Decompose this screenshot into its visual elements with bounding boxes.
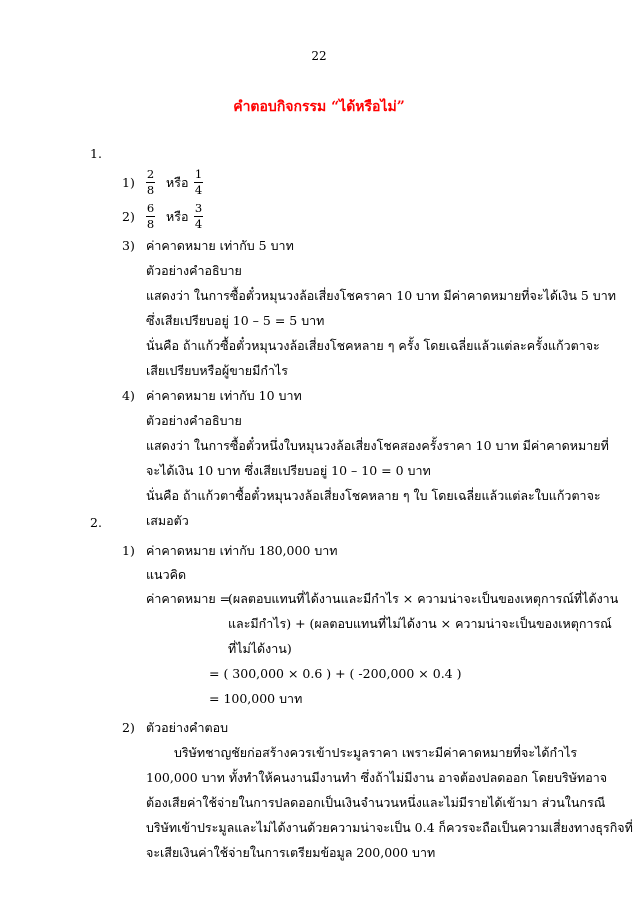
s1-item3-line: ตัวอย่างคำอธิบาย <box>146 263 242 278</box>
section-1-number: 1. <box>90 146 102 161</box>
fraction-denominator: 4 <box>194 217 203 231</box>
s2-item1-equation-label: ค่าคาดหมาย = <box>146 591 231 606</box>
s1-item4-head: ค่าคาดหมาย เท่ากับ 10 บาท <box>146 388 302 403</box>
s2-item1-equation-step: = ( 300,000 × 0.6 ) + ( -200,000 × 0.4 ) <box>209 666 462 681</box>
s2-item2-label: 2) <box>122 720 135 735</box>
fraction-numerator: 3 <box>194 201 203 215</box>
page-number: 22 <box>311 49 327 63</box>
s1-item4-line: เสมอตัว <box>146 513 189 528</box>
s2-item1-head: ค่าคาดหมาย เท่ากับ 180,000 บาท <box>146 543 338 558</box>
fraction-numerator: 2 <box>146 167 155 181</box>
s1-item3-line: นั่นคือ ถ้าแก้วซื้อตั๋วหมุนวงล้อเสี่ยงโชคหลาย ๆ ครั้ง โดยเฉลี่ยแล้วแต่ละครั้งแก้วตาจะ <box>146 338 600 353</box>
s1-item2-or: หรือ <box>166 209 189 224</box>
page-title: คำตอบกิจกรรม “ได้หรือไม่” <box>233 99 405 115</box>
s1-item1-label: 1) <box>122 175 135 190</box>
s1-item4-line: นั่นคือ ถ้าแก้วตาซื้อตั๋วหมุนวงล้อเสี่ยงโชคหลาย ๆ ใบ โดยเฉลี่ยแล้วแต่ละใบแก้วตาจะ <box>146 488 601 503</box>
fraction-denominator: 8 <box>146 217 155 231</box>
s1-item3-line: ซึ่งเสียเปรียบอยู่ 10 – 5 = 5 บาท <box>146 313 325 328</box>
s1-item1-fraction-a <box>146 168 155 197</box>
s2-item2-line: ต้องเสียค่าใช้จ่ายในการปลดออกเป็นเงินจำนวนหนึ่งและไม่มีรายได้เข้ามา ส่วนในกรณี <box>146 795 606 810</box>
s2-item1-concept: แนวคิด <box>146 567 187 582</box>
fraction-numerator: 1 <box>194 167 203 181</box>
s1-item4-line: ตัวอย่างคำอธิบาย <box>146 413 242 428</box>
s1-item4-line: แสดงว่า ในการซื้อตั๋วหนึ่งใบหมุนวงล้อเสี่ยงโชคสองครั้งราคา 10 บาท มีค่าคาดหมายที่ <box>146 438 609 453</box>
s2-item2-head: ตัวอย่างคำตอบ <box>146 720 229 735</box>
s1-item4-label: 4) <box>122 388 135 403</box>
s1-item3-head: ค่าคาดหมาย เท่ากับ 5 บาท <box>146 238 294 253</box>
s2-item1-equation-line: ที่ไม่ได้งาน) <box>228 641 292 656</box>
s1-item1-or: หรือ <box>166 175 189 190</box>
s1-item2-fraction-b <box>194 202 203 231</box>
s2-item2-line: จะเสียเงินค่าใช้จ่ายในการเตรียมข้อมูล 200,000 บาท <box>146 845 436 860</box>
s2-item2-line: บริษัทเข้าประมูลและไม่ได้งานด้วยความน่าจะเป็น 0.4 ก็ควรจะถือเป็นความเสี่ยงทางธุรกิจที่ <box>146 820 633 835</box>
s2-item2-line: บริษัทชาญชัยก่อสร้างควรเข้าประมูลราคา เพราะมีค่าคาดหมายที่จะได้กำไร <box>174 745 578 760</box>
fraction-denominator: 4 <box>194 183 203 197</box>
s1-item3-line: เสียเปรียบหรือผู้ขายมีกำไร <box>146 363 288 378</box>
fraction-numerator: 6 <box>146 201 155 215</box>
s1-item3-line: แสดงว่า ในการซื้อตั๋วหมุนวงล้อเสี่ยงโชคราคา 10 บาท มีค่าคาดหมายที่จะได้เงิน 5 บาท <box>146 288 616 303</box>
s2-item1-equation-line: และมีกำไร) + (ผลตอบแทนที่ไม่ได้งาน × ความน่าจะเป็นของเหตุการณ์ <box>228 616 612 631</box>
s1-item3-label: 3) <box>122 238 135 253</box>
fraction-denominator: 8 <box>146 183 155 197</box>
s1-item4-line: จะได้เงิน 10 บาท ซึ่งเสียเปรียบอยู่ 10 – 10 = 0 บาท <box>146 463 431 478</box>
s2-item1-equation-line: (ผลตอบแทนที่ได้งานและมีกำไร × ความน่าจะเป็นของเหตุการณ์ที่ได้งาน <box>228 591 619 606</box>
s2-item1-equation-result: = 100,000 บาท <box>209 691 303 706</box>
s1-item2-label: 2) <box>122 209 135 224</box>
s2-item1-label: 1) <box>122 543 135 558</box>
s2-item2-line: 100,000 บาท ทั้งทำให้คนงานมีงานทำ ซึ่งถ้าไม่มีงาน อาจต้องปลดออก โดยบริษัทอาจ <box>146 770 608 785</box>
s1-item2-fraction-a <box>146 202 155 231</box>
section-2-number: 2. <box>90 515 102 530</box>
s1-item1-fraction-b <box>194 168 203 197</box>
